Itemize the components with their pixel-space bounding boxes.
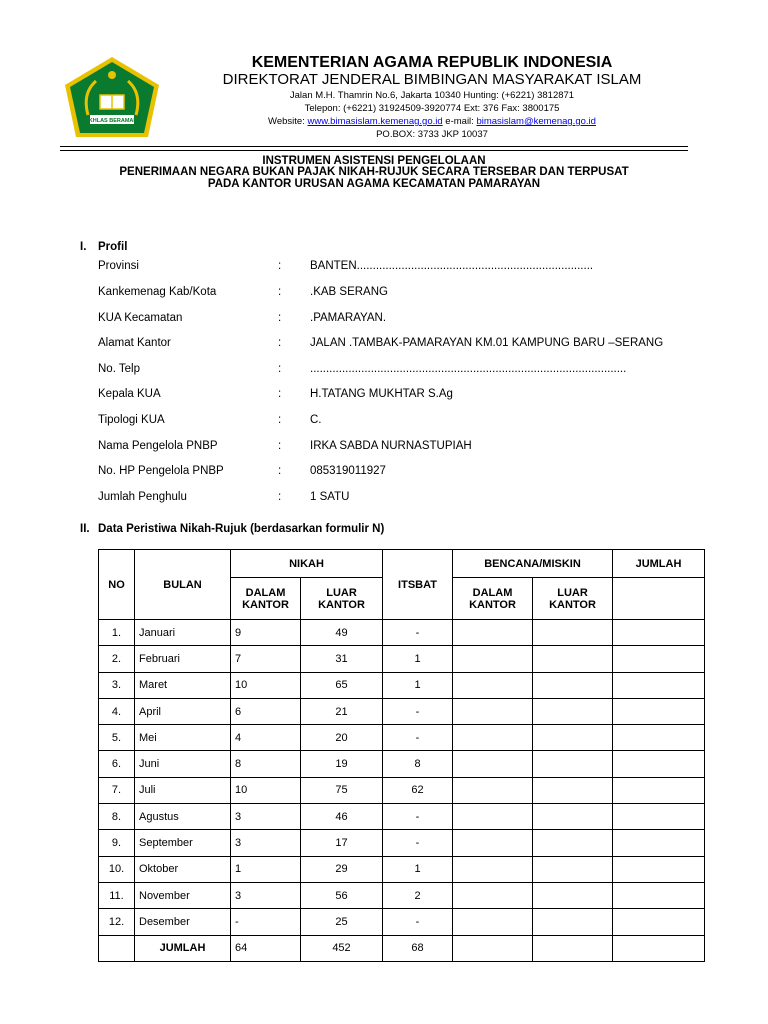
profile-value: .PAMARAYAN. bbox=[310, 312, 387, 324]
profile-colon: : bbox=[278, 388, 282, 400]
cell-bulan: Agustus bbox=[135, 804, 231, 830]
header-phone: Telepon: (+6221) 31924509-3920774 Ext: 376 Fax: 3800175 bbox=[304, 103, 560, 114]
profile-value: H.TATANG MUKHTAR S.Ag bbox=[310, 388, 453, 400]
cell-jumlah bbox=[613, 646, 705, 672]
cell-itsbat: 62 bbox=[383, 777, 453, 803]
profile-value: JALAN .TAMBAK-PAMARAYAN KM.01 KAMPUNG BARU –SERANG bbox=[310, 337, 664, 349]
header-jumlah-sub bbox=[613, 578, 705, 620]
cell-bdalam bbox=[453, 856, 533, 882]
doc-title-line1: INSTRUMEN ASISTENSI PENGELOLAAN bbox=[262, 155, 486, 167]
cell-jumlah bbox=[613, 804, 705, 830]
cell-bulan: Oktober bbox=[135, 856, 231, 882]
header-itsbat: ITSBAT bbox=[383, 550, 453, 620]
cell-total-bdalam bbox=[453, 935, 533, 961]
header-bencana: BENCANA/MISKIN bbox=[453, 550, 613, 578]
cell-total-jumlah bbox=[613, 935, 705, 961]
cell-jumlah bbox=[613, 698, 705, 724]
table-row bbox=[99, 698, 705, 724]
header-luar-kantor: LUAR KANTOR bbox=[301, 578, 383, 620]
table-row bbox=[99, 882, 705, 908]
profile-label: No. Telp bbox=[98, 363, 140, 375]
email-link[interactable]: bimasislam@kemenag.go.id bbox=[476, 116, 596, 127]
cell-luar: 25 bbox=[301, 909, 383, 935]
logo-star-icon bbox=[108, 71, 116, 79]
cell-bluar bbox=[533, 646, 613, 672]
cell-itsbat: - bbox=[383, 909, 453, 935]
cell-no: 3. bbox=[99, 672, 135, 698]
profile-label: KUA Kecamatan bbox=[98, 312, 183, 324]
cell-luar: 21 bbox=[301, 698, 383, 724]
doc-title-line3: PADA KANTOR URUSAN AGAMA KECAMATAN PAMARAYAN bbox=[207, 178, 541, 190]
header-rule-thin bbox=[60, 150, 688, 151]
cell-bluar bbox=[533, 804, 613, 830]
nikah-rujuk-table bbox=[98, 549, 705, 962]
cell-total-itsbat: 68 bbox=[383, 935, 453, 961]
cell-dalam: - bbox=[231, 909, 301, 935]
cell-bluar bbox=[533, 620, 613, 646]
cell-no: 6. bbox=[99, 751, 135, 777]
cell-bdalam bbox=[453, 620, 533, 646]
cell-bluar bbox=[533, 698, 613, 724]
cell-bluar bbox=[533, 725, 613, 751]
directorate-name: DIREKTORAT JENDERAL BIMBINGAN MASYARAKAT ISLAM bbox=[222, 71, 642, 88]
cell-bdalam bbox=[453, 672, 533, 698]
cell-no: 11. bbox=[99, 882, 135, 908]
cell-jumlah bbox=[613, 672, 705, 698]
profile-label: Provinsi bbox=[98, 260, 139, 272]
cell-dalam: 10 bbox=[231, 672, 301, 698]
cell-luar: 31 bbox=[301, 646, 383, 672]
cell-jumlah bbox=[613, 882, 705, 908]
table-row bbox=[99, 830, 705, 856]
cell-bulan: April bbox=[135, 698, 231, 724]
profile-colon: : bbox=[278, 286, 282, 298]
cell-luar: 65 bbox=[301, 672, 383, 698]
profile-label: Alamat Kantor bbox=[98, 337, 171, 349]
cell-bulan: Maret bbox=[135, 672, 231, 698]
cell-bdalam bbox=[453, 725, 533, 751]
profile-value: ................................................................................................... bbox=[310, 363, 627, 375]
cell-bluar bbox=[533, 882, 613, 908]
cell-jumlah bbox=[613, 777, 705, 803]
website-label: Website: bbox=[268, 116, 308, 127]
section-title: Profil bbox=[98, 241, 128, 253]
cell-itsbat: 1 bbox=[383, 856, 453, 882]
cell-bulan: Desember bbox=[135, 909, 231, 935]
cell-bdalam bbox=[453, 882, 533, 908]
logo-text: IKHLAS BERAMAL bbox=[87, 118, 137, 124]
cell-dalam: 3 bbox=[231, 882, 301, 908]
cell-itsbat: - bbox=[383, 804, 453, 830]
header-pobox: PO.BOX: 3733 JKP 10037 bbox=[376, 129, 488, 140]
cell-bdalam bbox=[453, 698, 533, 724]
cell-jumlah bbox=[613, 725, 705, 751]
profile-colon: : bbox=[278, 363, 282, 375]
cell-bluar bbox=[533, 909, 613, 935]
cell-itsbat: 2 bbox=[383, 882, 453, 908]
cell-bluar bbox=[533, 672, 613, 698]
cell-jumlah bbox=[613, 830, 705, 856]
cell-jumlah bbox=[613, 751, 705, 777]
profile-value: .KAB SERANG bbox=[310, 286, 388, 298]
cell-itsbat: - bbox=[383, 725, 453, 751]
profile-colon: : bbox=[278, 465, 282, 477]
cell-luar: 75 bbox=[301, 777, 383, 803]
cell-dalam: 8 bbox=[231, 751, 301, 777]
cell-total-dalam: 64 bbox=[231, 935, 301, 961]
kemenag-logo bbox=[62, 55, 162, 141]
cell-no: 7. bbox=[99, 777, 135, 803]
profile-value: 1 SATU bbox=[310, 491, 350, 503]
profile-value: BANTEN.......................................................................... bbox=[310, 260, 594, 272]
profile-colon: : bbox=[278, 414, 282, 426]
cell-dalam: 1 bbox=[231, 856, 301, 882]
cell-bulan: Februari bbox=[135, 646, 231, 672]
cell-bluar bbox=[533, 856, 613, 882]
cell-luar: 17 bbox=[301, 830, 383, 856]
profile-value: 085319011927 bbox=[310, 465, 386, 477]
cell-luar: 46 bbox=[301, 804, 383, 830]
section-title: Data Peristiwa Nikah-Rujuk (berdasarkan formulir N) bbox=[98, 523, 385, 535]
table-row bbox=[99, 777, 705, 803]
cell-itsbat: 1 bbox=[383, 672, 453, 698]
cell-bdalam bbox=[453, 777, 533, 803]
profile-label: Nama Pengelola PNBP bbox=[98, 440, 218, 452]
table-row bbox=[99, 725, 705, 751]
cell-itsbat: 1 bbox=[383, 646, 453, 672]
cell-bdalam bbox=[453, 909, 533, 935]
cell-luar: 49 bbox=[301, 620, 383, 646]
cell-no bbox=[99, 935, 135, 961]
cell-bulan: Juli bbox=[135, 777, 231, 803]
header-bencana-luar: LUAR KANTOR bbox=[533, 578, 613, 620]
cell-dalam: 9 bbox=[231, 620, 301, 646]
cell-bulan: Mei bbox=[135, 725, 231, 751]
cell-total-luar: 452 bbox=[301, 935, 383, 961]
cell-bulan: November bbox=[135, 882, 231, 908]
profile-value: IRKA SABDA NURNASTUPIAH bbox=[310, 440, 472, 452]
profile-label: Kepala KUA bbox=[98, 388, 161, 400]
cell-jumlah bbox=[613, 856, 705, 882]
header-contact bbox=[170, 116, 694, 127]
cell-bulan: Januari bbox=[135, 620, 231, 646]
profile-label: Tipologi KUA bbox=[98, 414, 165, 426]
ministry-name: KEMENTERIAN AGAMA REPUBLIK INDONESIA bbox=[251, 54, 613, 71]
cell-jumlah bbox=[613, 909, 705, 935]
cell-itsbat: - bbox=[383, 620, 453, 646]
cell-no: 9. bbox=[99, 830, 135, 856]
cell-dalam: 7 bbox=[231, 646, 301, 672]
table-total-row bbox=[99, 935, 705, 961]
cell-luar: 20 bbox=[301, 725, 383, 751]
cell-bluar bbox=[533, 751, 613, 777]
cell-bulan: Juni bbox=[135, 751, 231, 777]
table-row bbox=[99, 646, 705, 672]
profile-value: C. bbox=[310, 414, 322, 426]
cell-bulan: September bbox=[135, 830, 231, 856]
section-number: II. bbox=[80, 523, 90, 535]
profile-colon: : bbox=[278, 491, 282, 503]
email-label: e-mail: bbox=[442, 116, 477, 127]
cell-itsbat: - bbox=[383, 698, 453, 724]
profile-label: Kankemenag Kab/Kota bbox=[98, 286, 217, 298]
cell-dalam: 3 bbox=[231, 804, 301, 830]
profile-colon: : bbox=[278, 337, 282, 349]
cell-bluar bbox=[533, 830, 613, 856]
cell-bdalam bbox=[453, 646, 533, 672]
cell-no: 5. bbox=[99, 725, 135, 751]
doc-title-line2: PENERIMAAN NEGARA BUKAN PAJAK NIKAH-RUJUK SECARA TERSEBAR DAN TERPUSAT bbox=[119, 166, 629, 178]
table-row bbox=[99, 909, 705, 935]
cell-luar: 56 bbox=[301, 882, 383, 908]
profile-colon: : bbox=[278, 440, 282, 452]
cell-itsbat: - bbox=[383, 830, 453, 856]
header-address: Jalan M.H. Thamrin No.6, Jakarta 10340 Hunting: (+6221) 3812871 bbox=[289, 90, 575, 101]
header-jumlah: JUMLAH bbox=[613, 550, 705, 578]
header-rule-thick bbox=[60, 146, 688, 147]
cell-no: 1. bbox=[99, 620, 135, 646]
header-nikah: NIKAH bbox=[231, 550, 383, 578]
header-bulan: BULAN bbox=[135, 550, 231, 620]
header-bencana-dalam: DALAM KANTOR bbox=[453, 578, 533, 620]
header-no: NO bbox=[99, 550, 135, 620]
cell-dalam: 4 bbox=[231, 725, 301, 751]
cell-total-bluar bbox=[533, 935, 613, 961]
profile-colon: : bbox=[278, 312, 282, 324]
cell-bdalam bbox=[453, 751, 533, 777]
cell-luar: 29 bbox=[301, 856, 383, 882]
cell-no: 12. bbox=[99, 909, 135, 935]
cell-no: 8. bbox=[99, 804, 135, 830]
cell-bdalam bbox=[453, 830, 533, 856]
profile-label: Jumlah Penghulu bbox=[98, 491, 187, 503]
table-row bbox=[99, 672, 705, 698]
cell-no: 4. bbox=[99, 698, 135, 724]
table-row bbox=[99, 856, 705, 882]
header-dalam-kantor: DALAM KANTOR bbox=[231, 578, 301, 620]
cell-dalam: 3 bbox=[231, 830, 301, 856]
cell-total-label: JUMLAH bbox=[135, 935, 231, 961]
cell-luar: 19 bbox=[301, 751, 383, 777]
cell-bdalam bbox=[453, 804, 533, 830]
website-link[interactable]: www.bimasislam.kemenag.go.id bbox=[307, 116, 443, 127]
cell-jumlah bbox=[613, 620, 705, 646]
profile-colon: : bbox=[278, 260, 282, 272]
table-row bbox=[99, 620, 705, 646]
cell-bluar bbox=[533, 777, 613, 803]
table-row bbox=[99, 751, 705, 777]
profile-label: No. HP Pengelola PNBP bbox=[98, 465, 224, 477]
section-number: I. bbox=[80, 241, 87, 253]
cell-dalam: 6 bbox=[231, 698, 301, 724]
cell-dalam: 10 bbox=[231, 777, 301, 803]
cell-itsbat: 8 bbox=[383, 751, 453, 777]
cell-no: 10. bbox=[99, 856, 135, 882]
cell-no: 2. bbox=[99, 646, 135, 672]
table-row bbox=[99, 804, 705, 830]
